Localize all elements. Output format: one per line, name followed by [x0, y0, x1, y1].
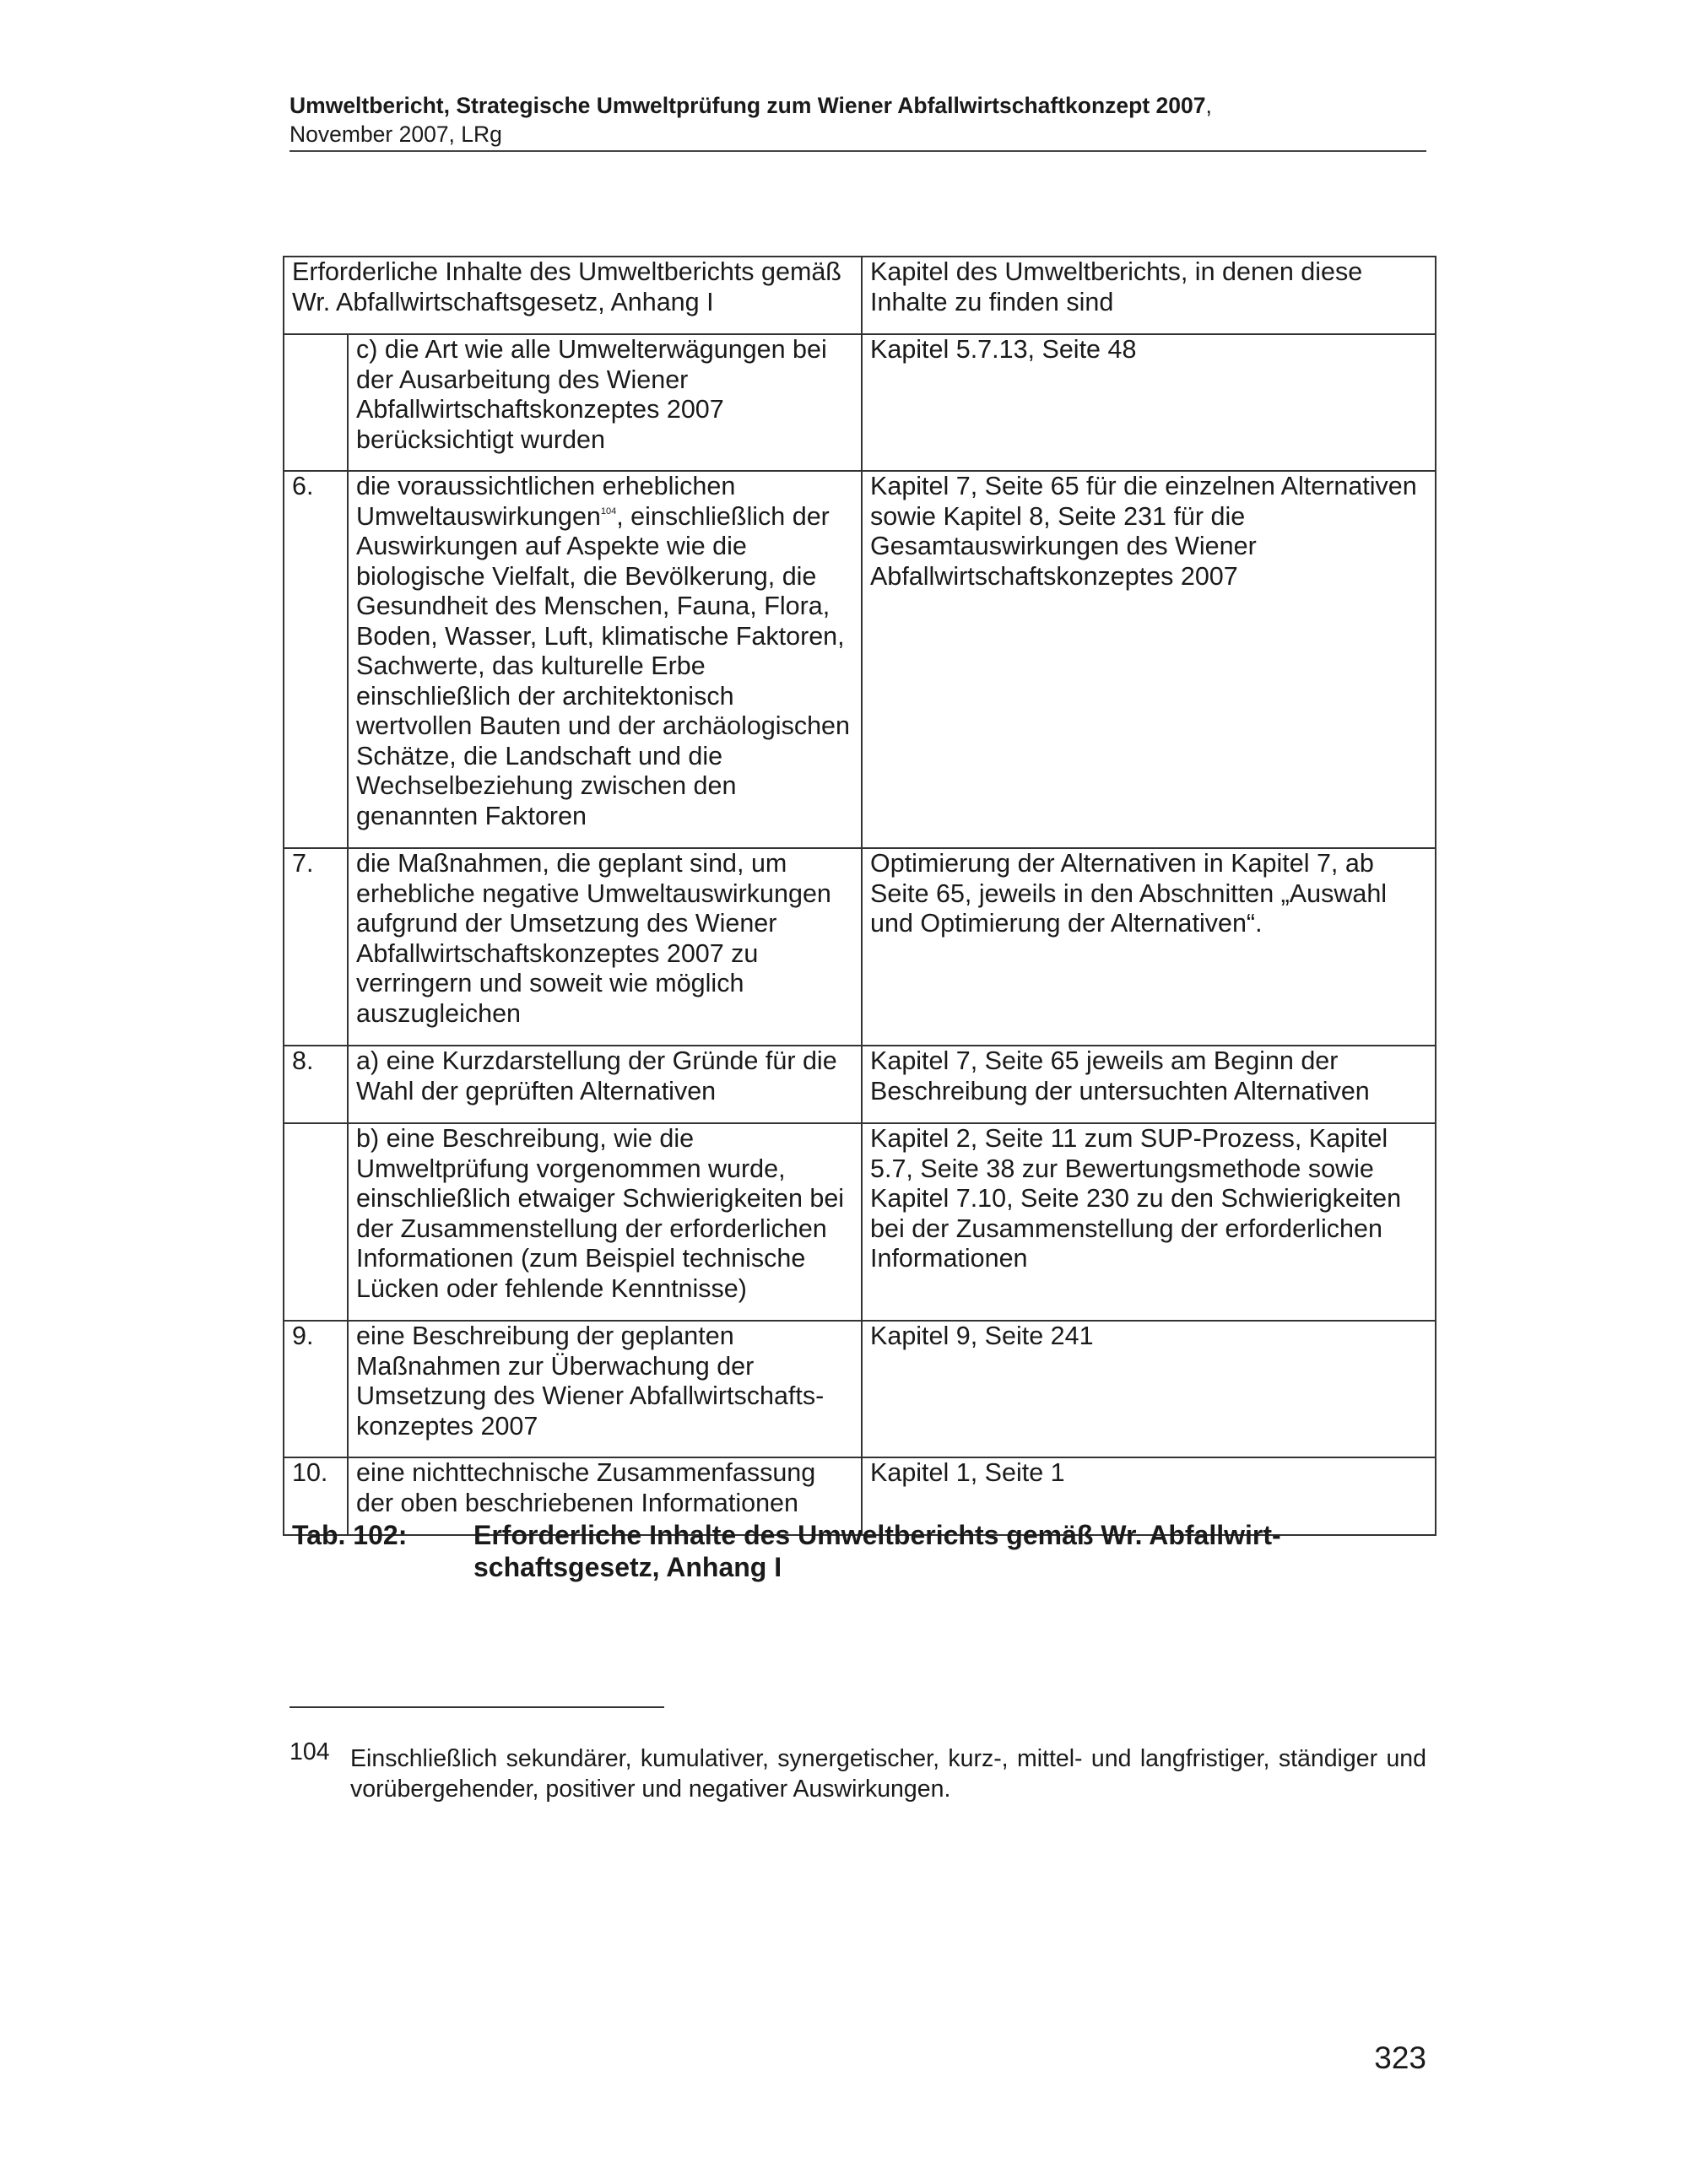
table-row	[284, 848, 1436, 1046]
row-reference: Kapitel 5.7.13, Seite 48	[862, 334, 1436, 471]
row-reference: Kapitel 9, Seite 241	[862, 1321, 1436, 1457]
footnote	[289, 1738, 1426, 1804]
row-description: eine Beschreibung der geplanten Maßnahmen zur Überwachung der Umsetzung des Wiener Abfallwirtschafts-konzeptes 2007	[348, 1321, 862, 1457]
requirements-table	[283, 256, 1436, 1536]
table-row	[284, 1321, 1436, 1457]
page-header	[289, 91, 1426, 152]
row-reference: Kapitel 2, Seite 11 zum SUP-Prozess, Kapitel 5.7, Seite 38 zur Bewertungsmethode sowie Kapitel 7.10, Seite 230 zu den Schwierigkeiten bei der Zusammenstellung der erforderlichen Informationen	[862, 1123, 1436, 1321]
table-row	[284, 1046, 1436, 1123]
table-header-row	[284, 257, 1436, 334]
table-caption	[292, 1519, 1474, 1583]
row-description: die Maßnahmen, die geplant sind, um erhebliche negative Umweltauswirkungen aufgrund der Umsetzung des Wiener Abfallwirtschaftskonzeptes 2007 zu verringern und soweit wie möglich auszugleichen	[348, 848, 862, 1046]
row-description: eine nichttechnische Zusammenfassung der oben beschriebenen Informationen	[348, 1457, 862, 1535]
table-header-left: Erforderliche Inhalte des Umweltberichts gemäß Wr. Abfallwirtschaftsgesetz, Anhang I	[284, 257, 862, 334]
table-row	[284, 334, 1436, 471]
row-description: a) eine Kurzdarstellung der Gründe für die Wahl der geprüften Alternativen	[348, 1046, 862, 1123]
table-header-right: Kapitel des Umweltberichts, in denen diese Inhalte zu finden sind	[862, 257, 1436, 334]
header-subtitle: November 2007, LRg	[289, 122, 502, 147]
row-number: 7.	[284, 848, 348, 1046]
row-number: 9.	[284, 1321, 348, 1457]
row-number: 10.	[284, 1457, 348, 1535]
caption-label: Tab. 102:	[292, 1520, 408, 1550]
footnote-divider	[289, 1706, 664, 1708]
footnote-number: 104	[289, 1738, 330, 1765]
footnote-reference: 104	[600, 505, 617, 516]
row-number	[284, 1123, 348, 1321]
row-number: 6.	[284, 471, 348, 848]
footnote-text: Einschließlich sekundärer, kumulativer, synergetischer, kurz-, mittel- und langfristiger, ständiger und vorübergehender, positiver und negativer Auswirkungen.	[350, 1745, 1426, 1803]
row-number	[284, 334, 348, 471]
row-description	[348, 471, 862, 848]
row-description: b) eine Beschreibung, wie die Umweltprüfung vorgenommen wurde, einschließlich etwaiger Schwierigkeiten bei der Zusammenstellung der erforderlichen Informationen (zum Beispiel technische Lücken oder fehlende Kenntnisse)	[348, 1123, 862, 1321]
row-reference: Optimierung der Alternativen in Kapitel 7, ab Seite 65, jeweils in den Abschnitten „Auswahl und Optimierung der Alternativen“.	[862, 848, 1436, 1046]
row-reference: Kapitel 7, Seite 65 jeweils am Beginn der Beschreibung der untersuchten Alternativen	[862, 1046, 1436, 1123]
row-reference: Kapitel 7, Seite 65 für die einzelnen Alternativen sowie Kapitel 8, Seite 231 für die Gesamtauswirkungen des Wiener Abfallwirtschaftskonzeptes 2007	[862, 471, 1436, 848]
row-description: c) die Art wie alle Umwelterwägungen bei der Ausarbeitung des Wiener Abfallwirtschaftskonzeptes 2007 berücksichtigt wurden	[348, 334, 862, 471]
row-description-end: , einschließlich der Auswirkungen auf Aspekte wie die biologische Vielfalt, die Bevölkerung, die Gesundheit des Menschen, Fauna, Flora, Boden, Wasser, Luft, klimatische Faktoren, Sachwerte, das kulturelle Erbe einschließlich der architektonisch wertvollen Bauten und der archäologischen Schätze, die Landschaft und die Wechselbeziehung zwischen den genannten Faktoren	[356, 501, 850, 830]
caption-text: Erforderliche Inhalte des Umweltberichts gemäß Wr. Abfallwirt-schaftsgesetz, Anhang I	[473, 1520, 1281, 1582]
row-description-start: die voraussichtlichen erheblichen Umweltauswirkungen	[356, 472, 736, 531]
header-title: Umweltbericht, Strategische Umweltprüfung zum Wiener Abfallwirtschaftkonzept 2007,	[289, 93, 1212, 118]
table-row	[284, 1123, 1436, 1321]
row-number: 8.	[284, 1046, 348, 1123]
page-number: 323	[1374, 2041, 1426, 2075]
row-reference: Kapitel 1, Seite 1	[862, 1457, 1436, 1535]
table-row	[284, 471, 1436, 848]
